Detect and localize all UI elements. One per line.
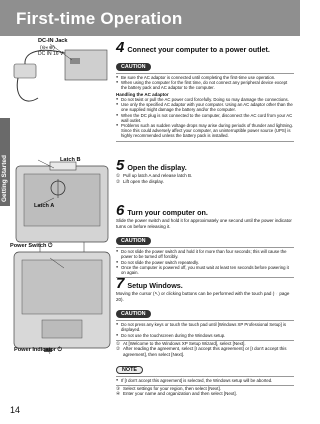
sub-step: ① Pull up latch A and release latch B.: [116, 173, 193, 178]
caution-label: CAUTION: [116, 63, 151, 71]
caution-item: ● Be sure the AC adaptor is connected until completing the first-time use operation.: [116, 75, 294, 80]
step-body: Slide the power switch and hold it for approximately one second until the power indicator turns on before releasing it.: [116, 218, 292, 229]
sub-step: ④ Enter your name and organization and then select [Next].: [116, 391, 237, 397]
latch-b-label: Latch B: [60, 157, 81, 163]
power-indicator-label: Power Indicator ⏻: [14, 347, 62, 353]
step-title: Turn your computer on.: [127, 208, 208, 217]
caution-box: [116, 320, 294, 341]
laptop-drawing: [14, 162, 110, 352]
step-title: Connect your computer to a power outlet.: [127, 45, 270, 54]
step-number: 6: [116, 202, 125, 219]
sub-step: ② Lift open the display.: [116, 178, 164, 184]
caution-item: ● Use only the specified AC adaptor with your computer. Using an AC adaptor other than the one supplied might damage the battery and/or the computer.: [116, 102, 294, 112]
dc-in-jack-label: DC-IN Jack: [38, 38, 68, 44]
caution-item: ● Once the computer is powered off, you must wait at least ten seconds before powering it on again.: [116, 265, 294, 275]
section-tab-label: Getting Started: [1, 155, 8, 202]
power-switch-icon: ⏻: [47, 243, 53, 249]
sub-step: ③ Select settings for your region, then select [Next].: [116, 385, 222, 391]
page-number: 14: [10, 405, 21, 415]
note-label: NOTE: [116, 366, 143, 374]
step-number: 7: [116, 275, 125, 292]
caution-label: CAUTION: [116, 310, 151, 318]
step-title: Open the display.: [127, 163, 187, 172]
caution-label: CAUTION: [116, 237, 151, 245]
power-switch-label: Power Switch ⏻: [10, 243, 53, 249]
step-number: 4: [116, 39, 125, 56]
dc-polarity-label: (⊖◐⊕): [40, 45, 55, 51]
step-4: [116, 40, 294, 142]
caution-item: ● Do not use the touchscreen during the Windows setup.: [116, 333, 294, 338]
caution-box: [116, 247, 294, 278]
computer-illustration: [10, 38, 114, 378]
step-body: Moving the cursor (↖) or clicking buttons can be performed with the touch pad (☞ page 20).: [116, 291, 290, 302]
header-bar: [0, 0, 300, 36]
section-tab: [0, 118, 10, 206]
power-indicator-icon: ⏻: [57, 347, 62, 353]
sub-step: ② After reading the agreement, select [I accept this agreement] or [I don't accept this agreement], then select [Next].: [116, 346, 287, 357]
note-box: [116, 376, 294, 386]
step-7: [116, 276, 294, 397]
sub-step: ① At [Welcome to the Windows XP Setup Wizard], select [Next].: [116, 340, 246, 346]
step-5: [116, 158, 294, 184]
page-title: First-time Operation: [16, 9, 183, 28]
dc-voltage-label: DC IN 16 V: [38, 51, 64, 57]
caution-item: ● Do not slide the power switch and hold it for more than four seconds; this will cause the power to be turned off forcibly.: [116, 249, 294, 259]
note-item: ● If [I don't accept this agreement] is selected, the Windows setup will be aborted.: [116, 378, 294, 383]
latch-a-label: Latch A: [34, 203, 55, 209]
caution-item: ● Do not press any keys or touch the touch pad until [Windows XP Professional Setup] is displayed.: [116, 322, 294, 332]
caution-item: ● When the DC plug is not connected to the computer, disconnect the AC cord from your AC wall outlet.: [116, 113, 294, 123]
step-number: 5: [116, 157, 125, 174]
step-6: [116, 203, 294, 278]
caution-item: ● Do not slide the power switch repeatedly.: [116, 260, 294, 265]
caution-item: ● Problems such as sudden voltage drops may arise during periods of thunder and lightning. Since this could adversely affect your computer, an uninterruptible power source (UPS) is highly recommended unless the battery pack is installed.: [116, 123, 294, 139]
step-title: Setup Windows.: [127, 281, 183, 290]
caution-subheading: Handling the AC adaptor: [116, 91, 169, 97]
caution-box: [116, 73, 294, 142]
caution-item: ● When using the computer for the first time, do not connect any peripheral device except the battery pack and AC adaptor to the computer.: [116, 80, 294, 90]
caution-item: ● Do not twist or pull the AC power cord forcefully. Doing so may damage the connections.: [116, 97, 294, 102]
